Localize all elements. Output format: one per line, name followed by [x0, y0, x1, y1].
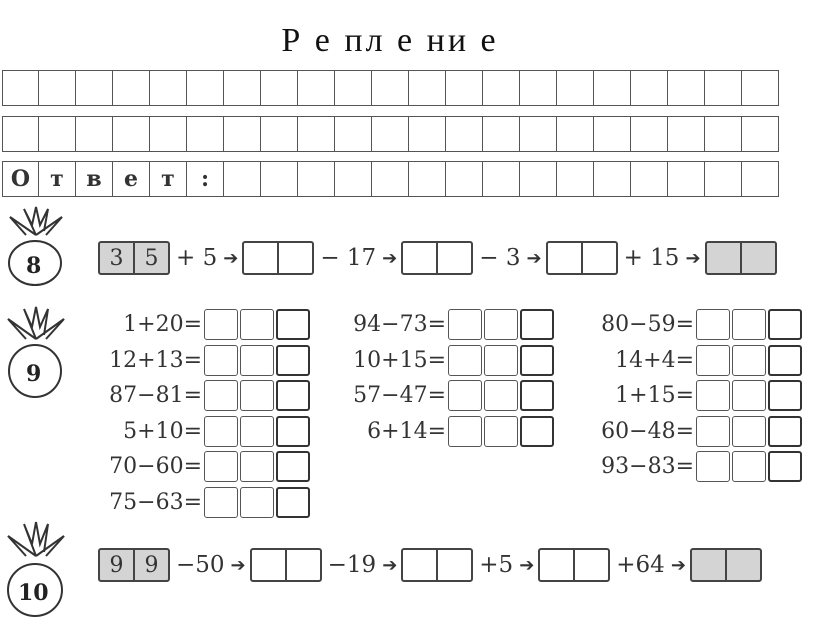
task8-start-box: [98, 241, 170, 275]
grid-cell[interactable]: [557, 161, 594, 197]
task9-answer-digit-box[interactable]: [696, 380, 730, 411]
grid-cell[interactable]: [705, 70, 742, 106]
grid-cell[interactable]: [372, 70, 409, 106]
task9-answer-digit-box[interactable]: [204, 309, 238, 340]
task9-answer-digit-box[interactable]: [484, 345, 518, 376]
grid-cell[interactable]: [446, 70, 483, 106]
task9-answer-digit-box[interactable]: [204, 416, 238, 447]
grid-cell[interactable]: [372, 116, 409, 152]
answer-label-letter: е: [113, 161, 150, 197]
pineapple-icon-8: [2, 205, 70, 287]
grid-cell[interactable]: [594, 116, 631, 152]
task9-answer-digit-box[interactable]: [732, 380, 766, 411]
grid-cell[interactable]: [742, 116, 779, 152]
task8-op-4: + 15: [623, 245, 680, 271]
grid-cell[interactable]: [113, 70, 150, 106]
grid-cell[interactable]: [76, 116, 113, 152]
task9-letter-box[interactable]: [520, 345, 554, 376]
grid-cell[interactable]: [113, 116, 150, 152]
grid-cell[interactable]: [261, 161, 298, 197]
grid-cell[interactable]: [446, 116, 483, 152]
task9-letter-box[interactable]: [768, 416, 802, 447]
grid-row-1: [2, 70, 779, 106]
grid-cell[interactable]: [631, 116, 668, 152]
task10-start-box: [98, 548, 170, 582]
grid-cell[interactable]: [150, 116, 187, 152]
task8-op-1: + 5: [176, 245, 218, 271]
task9-letter-box[interactable]: [276, 451, 310, 482]
task9-example-row: [588, 307, 804, 343]
task9-answer-digit-box[interactable]: [696, 309, 730, 340]
grid-cell[interactable]: [409, 70, 446, 106]
task8-op-3: − 3: [479, 245, 521, 271]
grid-cell[interactable]: [261, 70, 298, 106]
arrow-icon: ➔: [230, 554, 246, 576]
arrow-icon: ➔: [382, 554, 398, 576]
task9-answer-digit-box[interactable]: [732, 345, 766, 376]
arrow-icon: ➔: [519, 554, 535, 576]
task9-answer-digit-box[interactable]: [204, 451, 238, 482]
task9-answer-digit-box[interactable]: [732, 451, 766, 482]
task9-expression: 57−47=: [353, 383, 446, 409]
task10-op-4: +64: [616, 552, 665, 578]
grid-cell[interactable]: [483, 116, 520, 152]
grid-cell[interactable]: [409, 116, 446, 152]
arrow-icon: ➔: [526, 247, 542, 269]
grid-cell[interactable]: [224, 116, 261, 152]
task-number-8: 8: [26, 253, 42, 279]
task9-example-row: [588, 449, 804, 485]
task9-letter-box[interactable]: [276, 487, 310, 518]
task9-answer-digit-box[interactable]: [240, 345, 274, 376]
task9-expression: 5+10=: [123, 418, 202, 444]
task9-answer-digit-box[interactable]: [240, 416, 274, 447]
grid-cell[interactable]: [2, 116, 39, 152]
task10-final-box[interactable]: [690, 548, 762, 582]
task9-example-row: [588, 378, 804, 414]
task9-answer-digit-box[interactable]: [204, 345, 238, 376]
task10-start-digit-2: 9: [133, 550, 168, 580]
grid-cell[interactable]: [335, 70, 372, 106]
grid-cell[interactable]: [520, 116, 557, 152]
pineapple-icon-9: [2, 305, 70, 401]
task9-answer-digit-box[interactable]: [448, 416, 482, 447]
task9-answer-digit-box[interactable]: [204, 380, 238, 411]
grid-cell[interactable]: [39, 70, 76, 106]
task9-letter-box[interactable]: [768, 451, 802, 482]
grid-cell[interactable]: [668, 161, 705, 197]
arrow-icon: ➔: [670, 554, 686, 576]
task9-example-row: [340, 343, 556, 379]
task8-op-2: − 17: [320, 245, 377, 271]
task9-letter-box[interactable]: [768, 309, 802, 340]
answer-label-letter: :: [187, 161, 224, 197]
task9-expression: 80−59=: [601, 312, 694, 338]
task9-expression: 60−48=: [601, 418, 694, 444]
grid-cell[interactable]: [298, 70, 335, 106]
task9-answer-digit-box[interactable]: [240, 487, 274, 518]
grid-cell[interactable]: [261, 116, 298, 152]
answer-label-letter: т: [150, 161, 187, 197]
task9-answer-digit-box[interactable]: [448, 345, 482, 376]
task9-answer-digit-box[interactable]: [240, 451, 274, 482]
answer-label-letter: О: [2, 161, 39, 197]
task10-answer-box-3[interactable]: [538, 548, 610, 582]
grid-cell[interactable]: [187, 70, 224, 106]
grid-cell[interactable]: [483, 161, 520, 197]
grid-cell[interactable]: [668, 116, 705, 152]
grid-cell[interactable]: [520, 70, 557, 106]
task9-expression: 10+15=: [353, 347, 446, 373]
task9-column-2: [340, 307, 556, 449]
task9-example-row: [96, 485, 312, 521]
grid-row-2: [2, 116, 779, 152]
task9-example-row: [588, 343, 804, 379]
grid-cell[interactable]: [409, 161, 446, 197]
grid-cell[interactable]: [668, 70, 705, 106]
page-title: Р е пл е ни е: [281, 22, 499, 59]
task8-start-digit-1: 3: [109, 245, 124, 271]
task9-expression: 14+4=: [615, 347, 694, 373]
task8-answer-box-2[interactable]: [401, 241, 473, 275]
task9-letter-box[interactable]: [520, 380, 554, 411]
task9-example-row: [96, 307, 312, 343]
task10-start-digit-1: 9: [109, 552, 124, 578]
grid-cell[interactable]: [594, 161, 631, 197]
task8-answer-box-3[interactable]: [546, 241, 618, 275]
task9-answer-digit-box[interactable]: [240, 380, 274, 411]
grid-cell[interactable]: [335, 116, 372, 152]
task9-expression: 12+13=: [109, 347, 202, 373]
task10-op-1: −50: [176, 552, 225, 578]
task9-answer-digit-box[interactable]: [240, 309, 274, 340]
task9-answer-digit-box[interactable]: [732, 416, 766, 447]
task10-answer-box-2[interactable]: [401, 548, 473, 582]
task8-answer-box-1[interactable]: [242, 241, 314, 275]
grid-cell[interactable]: [631, 161, 668, 197]
task9-example-row: [96, 414, 312, 450]
grid-cell[interactable]: [557, 70, 594, 106]
grid-cell[interactable]: [705, 116, 742, 152]
task9-letter-box[interactable]: [768, 380, 802, 411]
task9-answer-digit-box[interactable]: [484, 416, 518, 447]
answer-row: [2, 161, 779, 197]
grid-cell[interactable]: [631, 70, 668, 106]
task-number-9: 9: [26, 361, 42, 387]
task9-expression: 87−81=: [109, 383, 202, 409]
grid-cell[interactable]: [483, 70, 520, 106]
grid-cell[interactable]: [298, 161, 335, 197]
pineapple-icon-10: [2, 520, 70, 620]
task9-answer-digit-box[interactable]: [484, 309, 518, 340]
task9-letter-box[interactable]: [276, 309, 310, 340]
grid-cell[interactable]: [446, 161, 483, 197]
task9-expression: 1+15=: [615, 383, 694, 409]
grid-cell[interactable]: [224, 161, 261, 197]
grid-cell[interactable]: [2, 70, 39, 106]
task9-expression: 94−73=: [353, 312, 446, 338]
task9-answer-digit-box[interactable]: [448, 309, 482, 340]
answer-label-letter: т: [39, 161, 76, 197]
answer-label-letter: в: [76, 161, 113, 197]
task8-final-box[interactable]: [705, 241, 777, 275]
arrow-icon: ➔: [685, 247, 701, 269]
grid-cell[interactable]: [187, 116, 224, 152]
task9-column-3: [588, 307, 804, 485]
task9-letter-box[interactable]: [276, 380, 310, 411]
task9-expression: 70−60=: [109, 454, 202, 480]
grid-cell[interactable]: [372, 161, 409, 197]
grid-cell[interactable]: [520, 161, 557, 197]
grid-cell[interactable]: [594, 70, 631, 106]
grid-cell[interactable]: [150, 70, 187, 106]
task9-example-row: [340, 378, 556, 414]
task-number-10: 10: [18, 580, 49, 606]
task10-answer-box-1[interactable]: [250, 548, 322, 582]
task10-op-3: +5: [479, 552, 514, 578]
task8-start-digit-2: 5: [133, 243, 168, 273]
task9-example-row: [96, 378, 312, 414]
task9-expression: 1+20=: [123, 312, 202, 338]
task9-answer-digit-box[interactable]: [732, 309, 766, 340]
arrow-icon: ➔: [223, 247, 239, 269]
grid-cell[interactable]: [76, 70, 113, 106]
grid-cell[interactable]: [705, 161, 742, 197]
task9-expression: 75−63=: [109, 489, 202, 515]
task9-letter-box[interactable]: [768, 345, 802, 376]
grid-cell[interactable]: [39, 116, 76, 152]
grid-cell[interactable]: [335, 161, 372, 197]
grid-cell[interactable]: [298, 116, 335, 152]
task9-letter-box[interactable]: [276, 416, 310, 447]
task9-letter-box[interactable]: [276, 345, 310, 376]
task9-letter-box[interactable]: [520, 416, 554, 447]
task9-example-row: [340, 414, 556, 450]
arrow-icon: ➔: [382, 247, 398, 269]
task9-letter-box[interactable]: [520, 309, 554, 340]
task8-chain: [98, 241, 777, 275]
grid-cell[interactable]: [742, 70, 779, 106]
task10-chain: [98, 548, 762, 582]
task9-expression: 93−83=: [601, 454, 694, 480]
task9-answer-digit-box[interactable]: [484, 380, 518, 411]
task9-answer-digit-box[interactable]: [696, 416, 730, 447]
task9-example-row: [340, 307, 556, 343]
grid-cell[interactable]: [742, 161, 779, 197]
task9-answer-digit-box[interactable]: [696, 345, 730, 376]
task9-example-row: [588, 414, 804, 450]
task10-op-2: −19: [327, 552, 377, 578]
task9-column-1: [96, 307, 312, 520]
task9-example-row: [96, 449, 312, 485]
task9-answer-digit-box[interactable]: [696, 451, 730, 482]
grid-cell[interactable]: [224, 70, 261, 106]
task9-example-row: [96, 343, 312, 379]
grid-cell[interactable]: [557, 116, 594, 152]
task9-expression: 6+14=: [367, 418, 446, 444]
task9-answer-digit-box[interactable]: [448, 380, 482, 411]
task9-answer-digit-box[interactable]: [204, 487, 238, 518]
